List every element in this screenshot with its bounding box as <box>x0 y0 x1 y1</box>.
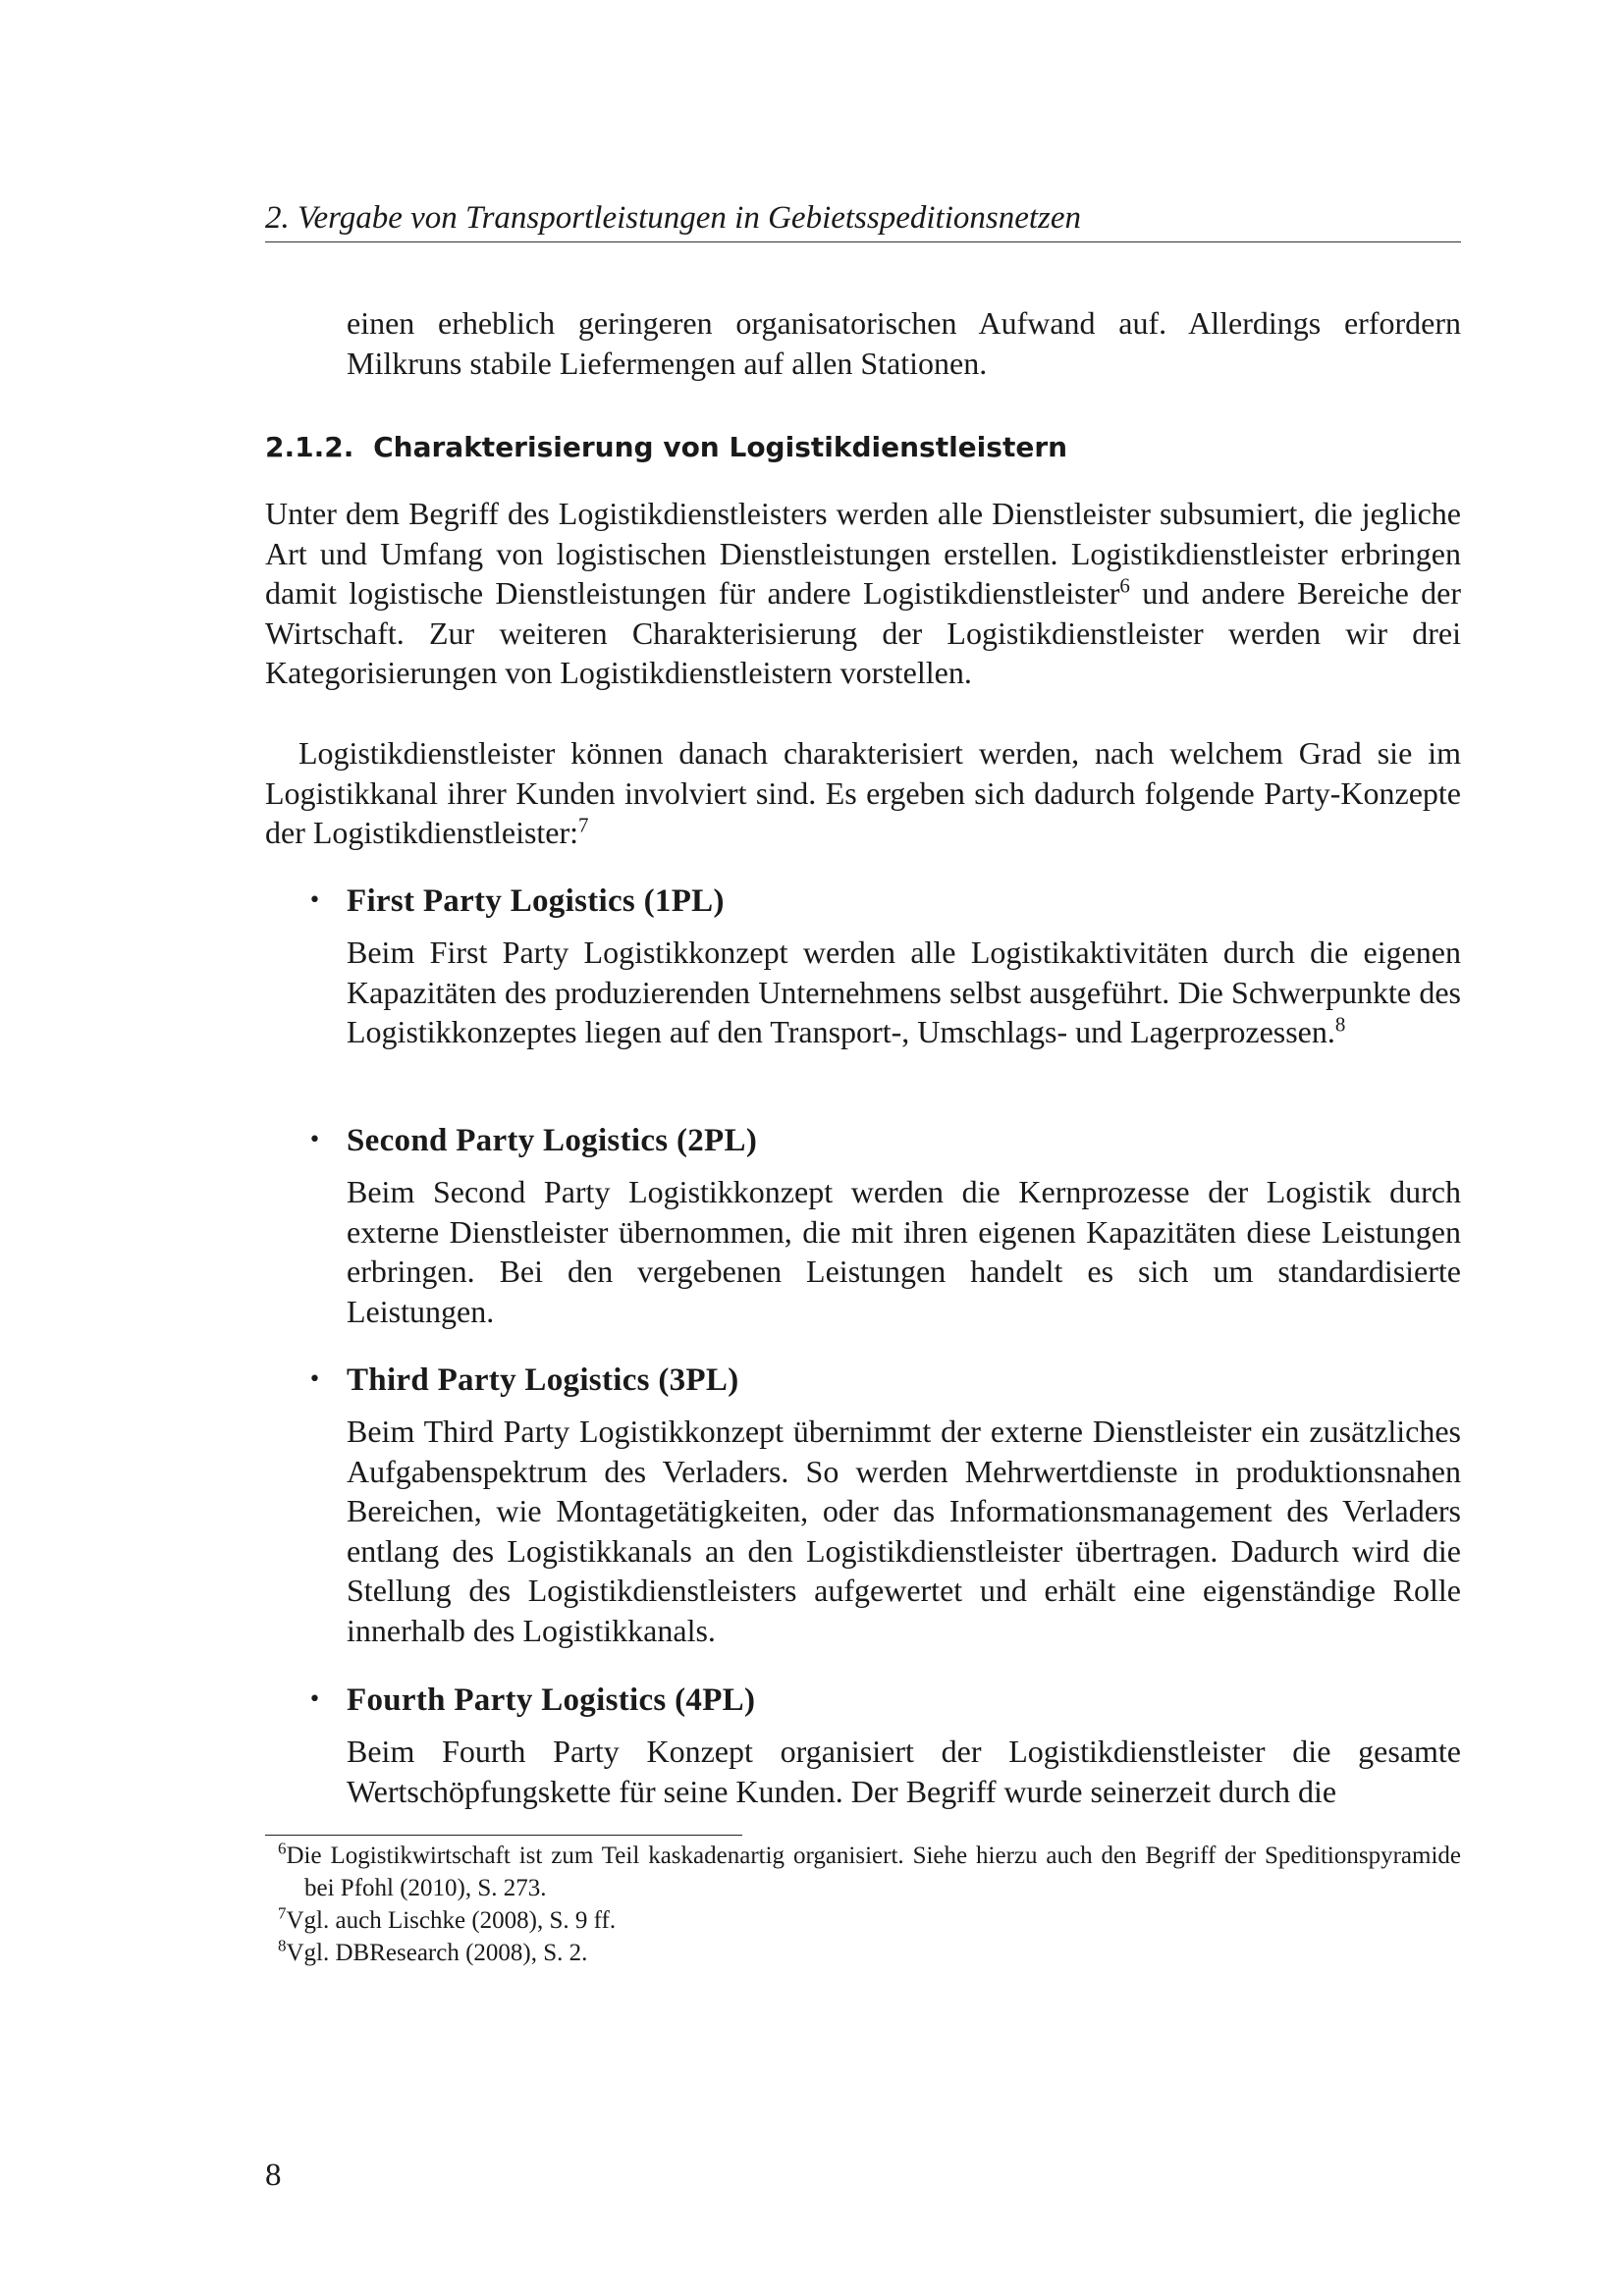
paragraph-definition <box>265 494 1461 693</box>
running-header: 2. Vergabe von Transportleistungen in Gebietsspeditionsnetzen <box>265 200 1082 236</box>
bullet-icon: • <box>308 1687 321 1712</box>
list-item-title: First Party Logistics (1PL) <box>347 883 725 919</box>
footnote-rule <box>265 1835 742 1836</box>
footnote-7 <box>265 1904 1461 1937</box>
footnote-8 <box>265 1937 1461 1969</box>
list-item-body: Beim Second Party Logistikkonzept werden die Kernprozesse der Logistik durch externe Dienstleister übernommen, die mit ihren eigenen Kapazitäten diese Leistungen erbringen. Bei den vergebenen Leistungen handelt es sich um standardisierte Leistungen. <box>347 1174 1461 1329</box>
footnote-ref[interactable]: 7 <box>578 813 589 837</box>
section-number: 2.1.2. <box>265 431 354 463</box>
footnote-text: Die Logistikwirtschaft ist zum Teil kaskadenartig organisiert. Siehe hierzu auch den Begriff der Speditionspyramide bei Pfohl (2010), S. 273. <box>286 1842 1461 1901</box>
list-item-text: Beim First Party Logistikkonzept werden alle Logistikaktivitäten durch die eigenen Kapazitäten des produzierenden Unternehmens selbst ausgeführt. Die Schwerpunkte des Logistikkonzeptes liegen auf den Transport-, Umschlags- und Lagerprozessen. <box>347 934 1461 1049</box>
paragraph-text: Logistikdienstleister können danach charakterisiert werden, nach welchem Grad sie im Logistikkanal ihrer Kunden involviert sind. Es ergeben sich dadurch folgende Party-Konzepte der Logistikdienstleister: <box>265 735 1461 850</box>
footnote-text: Vgl. auch Lischke (2008), S. 9 ff. <box>286 1907 617 1934</box>
list-item-title: Third Party Logistics (3PL) <box>347 1362 739 1398</box>
footnote-number: 6 <box>278 1839 287 1858</box>
list-item-title: Fourth Party Logistics (4PL) <box>347 1682 756 1718</box>
list-item-title: Second Party Logistics (2PL) <box>347 1123 758 1158</box>
document-page <box>265 0 1461 2296</box>
footnote-ref[interactable]: 8 <box>1334 1012 1346 1037</box>
bullet-icon: • <box>308 888 321 913</box>
bullet-icon: • <box>308 1367 321 1392</box>
footnote-6 <box>265 1840 1461 1904</box>
paragraph-text: und andere Bereiche der Wirtschaft. Zur weiteren Charakterisierung der Logistikdienstleister werden wir drei Kategorisierungen von Logistikdienstleistern vorstellen. <box>265 575 1462 690</box>
list-item-body: Beim Third Party Logistikkonzept übernimmt der externe Dienstleister ein zusätzliches Aufgabenspektrum des Verladers. So werden Mehrwertdienste in produktionsnahen Bereichen, wie Montagetätigkeiten, oder das Informationsmanagement des Verladers entlang des Logistikkanals an den Logistikdienstleister übertragen. Dadurch wird die Stellung des Logistikdienstleisters aufgewertet und erhält eine eigenständige Rolle innerhalb des Logistikkanals. <box>347 1414 1461 1648</box>
continuation-paragraph: einen erheblich geringeren organisatorischen Aufwand auf. Allerdings erfordern Milkruns stabile Liefermengen auf allen Stationen. <box>347 305 1461 381</box>
footnote-ref[interactable]: 6 <box>1119 573 1130 598</box>
paragraph-party-concepts <box>265 733 1461 853</box>
footnote-number: 7 <box>278 1903 287 1923</box>
paragraph-text: Unter dem Begriff des Logistikdienstleisters werden alle Dienstleister subsumiert, die jegliche Art und Umfang von logistischen Dienstleistungen erstellen. Logistikdienstleister erbringen damit logistische Dienstleistungen für andere Logistikdienstleister <box>265 496 1461 611</box>
footnotes <box>265 1840 1461 1969</box>
bullet-icon: • <box>308 1128 321 1152</box>
section-title: Charakterisierung von Logistikdienstleistern <box>373 431 1068 463</box>
page-number: 8 <box>265 2158 282 2193</box>
footnote-number: 8 <box>278 1936 287 1955</box>
footnote-text: Vgl. DBResearch (2008), S. 2. <box>286 1940 588 1966</box>
header-rule <box>265 241 1461 242</box>
section-heading <box>265 428 1461 467</box>
list-item-body: Beim Fourth Party Konzept organisiert der Logistikdienstleister die gesamte Wertschöpfungskette für seine Kunden. Der Begriff wurde seinerzeit durch die <box>347 1734 1461 1809</box>
list-item-body <box>347 933 1461 1052</box>
